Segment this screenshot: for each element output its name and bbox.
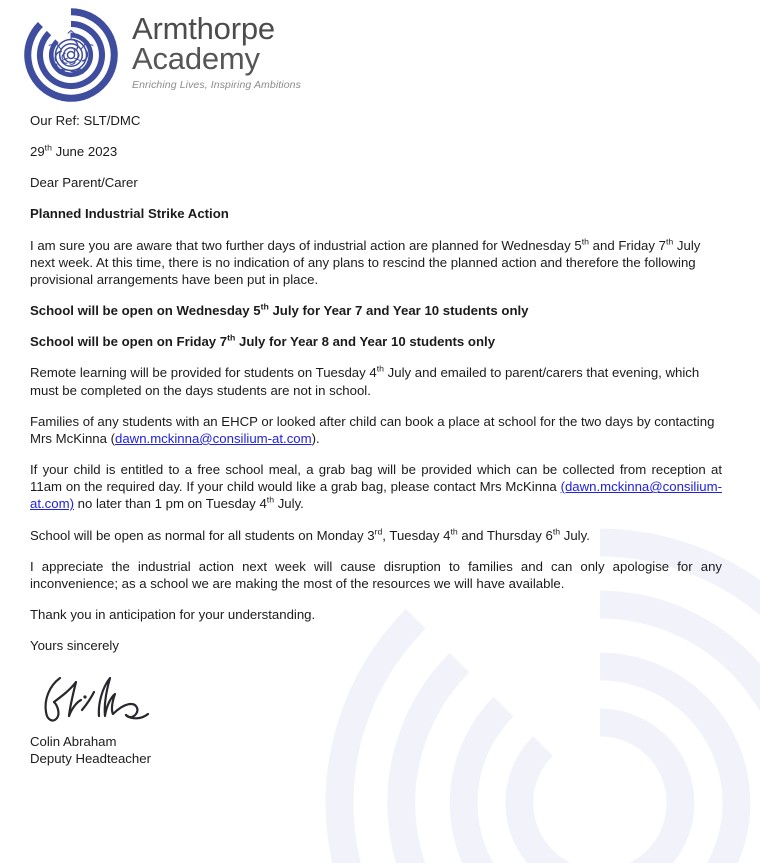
date-ordinal: th: [44, 142, 52, 153]
brand-text: [132, 8, 301, 91]
p3-text-b: ).: [311, 430, 320, 446]
p1-text-a: I am sure you are aware that two further days of industrial action are planned for Wednesday 5: [30, 237, 582, 253]
letter-body: [30, 112, 722, 768]
open-day-wednesday: [30, 302, 722, 319]
p1-text-b: and Friday 7: [589, 237, 666, 253]
armthorpe-academy-logo-icon: [22, 8, 120, 102]
date-day: 29: [30, 144, 45, 160]
email-link-mckinna-grabbag[interactable]: (dawn.mckinna@consilium-at.com): [30, 479, 722, 512]
p4-text-a: If your child is entitled to a free school meal, a grab bag will be provided which can be collected from reception at 11am on the required day. If your child would like a grab bag, please contact Mrs McKinna: [30, 462, 722, 495]
p2-text-b: July and emailed to parent/carers that evening, which must be completed on the days students are not in school.: [30, 365, 700, 398]
bold2-text-b: July for Year 8 and Year 10 students only: [235, 334, 496, 350]
closing-line: Yours sincerely: [30, 638, 119, 654]
p4-text-b: no later than 1 pm on Tuesday 4: [73, 496, 267, 512]
brand-tagline: Enriching Lives, Inspiring Ambitions: [132, 78, 301, 91]
p4-ordinal: th: [266, 494, 275, 505]
bold2-ordinal: th: [227, 332, 236, 343]
paragraph-remote-learning: [30, 364, 722, 398]
p4-text-c: July.: [274, 496, 304, 512]
p5-text-b: , Tuesday 4: [382, 527, 451, 543]
bold1-ordinal: th: [260, 301, 269, 312]
p2-text-a: Remote learning will be provided for students on Tuesday 4: [30, 365, 377, 381]
p5-ordinal-2: th: [450, 526, 458, 537]
letterhead: [22, 8, 301, 102]
date-line: [30, 143, 722, 160]
paragraph-grab-bag: [30, 461, 722, 512]
brand-name-line1: Armthorpe: [132, 11, 275, 46]
p5-ordinal-1: rd: [374, 526, 383, 537]
open-day-friday: [30, 333, 722, 350]
paragraph-apology: I appreciate the industrial action next week will cause disruption to families and can only apologise for any inconvenience; as a school we are making the most of the resources we will have available.: [30, 558, 722, 591]
p2-ordinal: th: [376, 364, 385, 375]
bold1-text-a: School will be open on Wednesday 5: [30, 303, 261, 319]
bold1-text-b: July for Year 7 and Year 10 students only: [268, 303, 529, 319]
paragraph-thanks: Thank you in anticipation for your understanding.: [30, 606, 316, 622]
salutation: Dear Parent/Carer: [30, 175, 138, 191]
p5-text-c: and Thursday 6: [457, 527, 553, 543]
p3-text-a: Families of any students with an EHCP or looked after child can book a place at school for the two days by contacting Mrs McKinna (: [30, 413, 715, 446]
handwritten-signature-icon: [32, 666, 182, 728]
subject-heading: Planned Industrial Strike Action: [30, 206, 229, 222]
p1-ordinal-2: th: [665, 236, 674, 247]
paragraph-ehcp: [30, 413, 722, 447]
reference-line: Our Ref: SLT/DMC: [30, 113, 141, 128]
p5-ordinal-3: th: [552, 526, 561, 537]
paragraph-normal-days: [30, 527, 722, 544]
signer-name: Colin Abraham: [30, 734, 117, 750]
brand-name-line2: Academy: [132, 41, 260, 77]
p1-ordinal-1: th: [581, 236, 590, 247]
p5-text-a: School will be open as normal for all students on Monday 3: [30, 527, 375, 543]
signature-block: [30, 666, 722, 768]
email-link-mckinna[interactable]: dawn.mckinna@consilium-at.com: [115, 430, 312, 446]
date-rest: June 2023: [51, 144, 118, 160]
signer-title: Deputy Headteacher: [30, 751, 151, 767]
bold2-text-a: School will be open on Friday 7: [30, 334, 228, 350]
p5-text-d: July.: [560, 527, 590, 543]
p1-text-c: July next week. At this time, there is no indication of any plans to rescind the planned action and therefore the following provisional arrangements have been put in place.: [30, 237, 701, 287]
paragraph-intro: [30, 237, 722, 288]
